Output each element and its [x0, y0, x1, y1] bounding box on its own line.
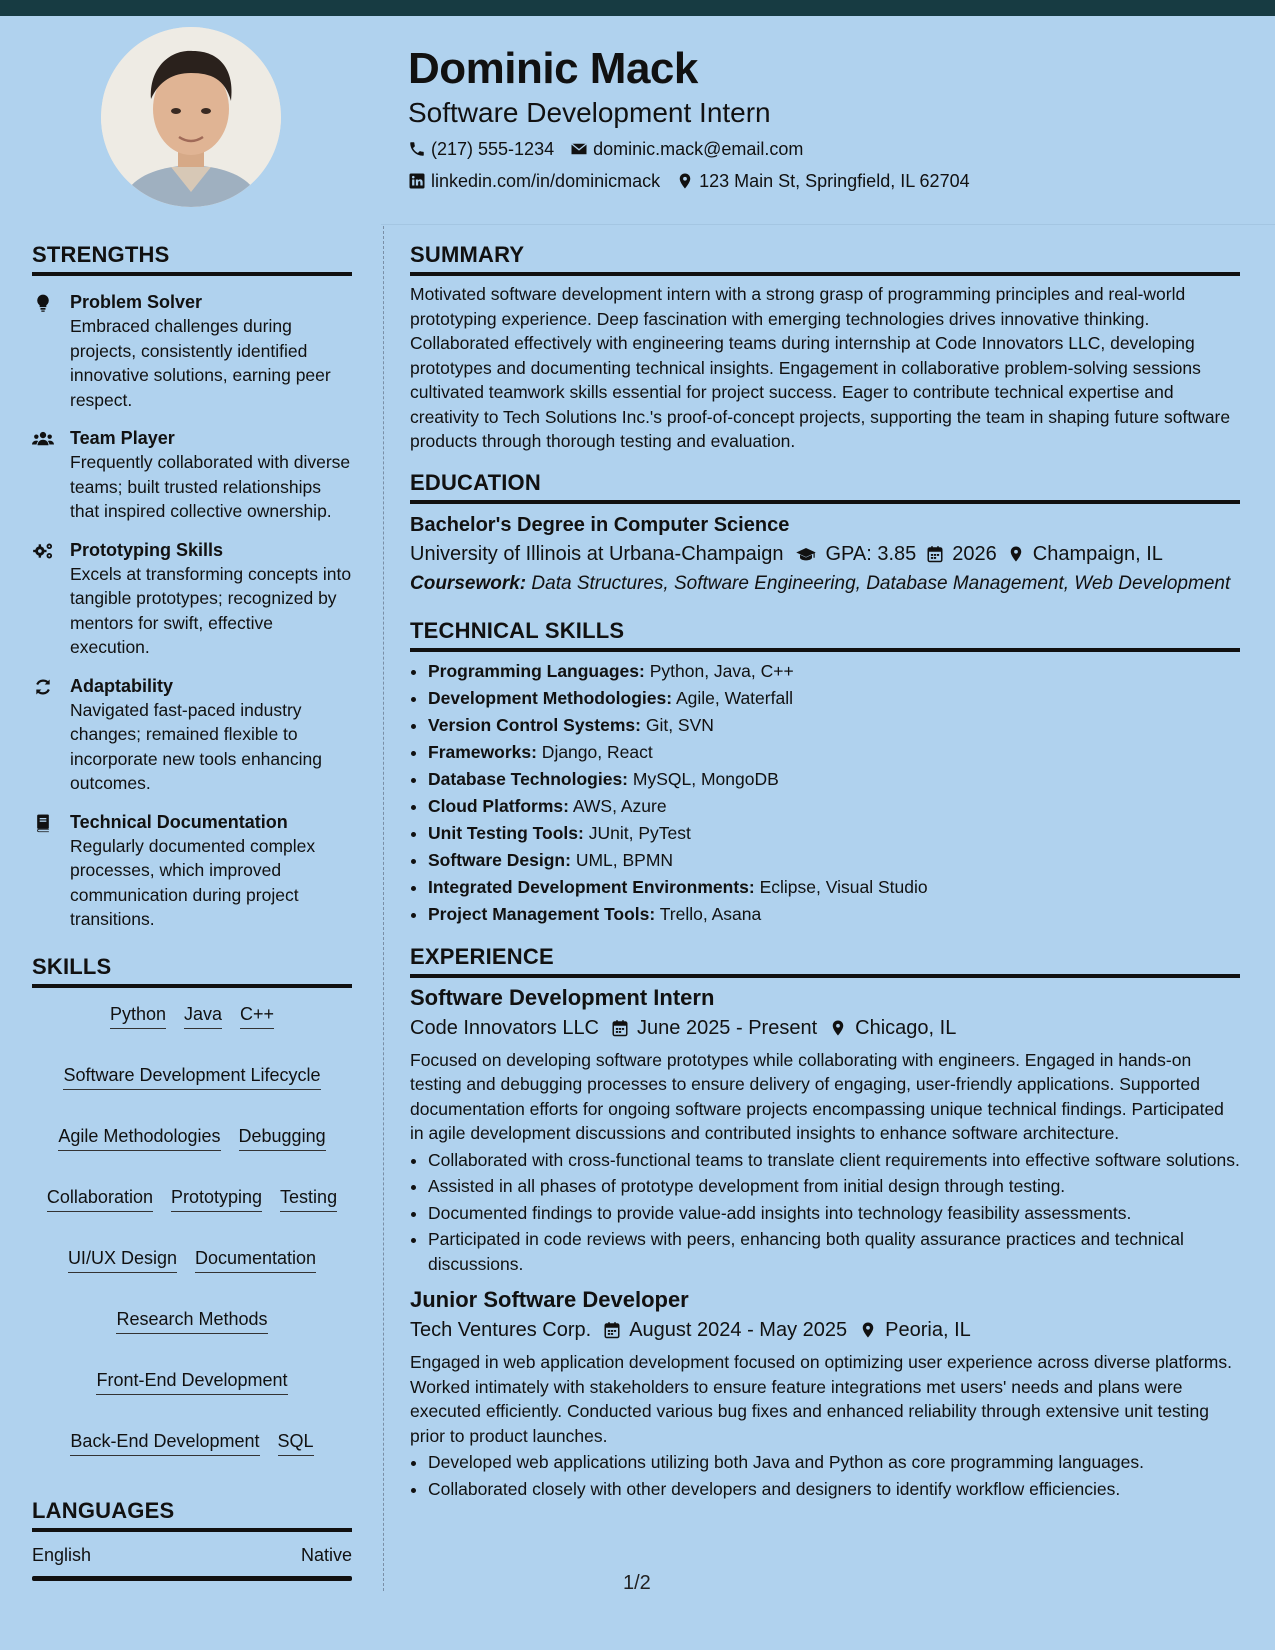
language-name: English — [32, 1544, 92, 1565]
skill-tag: Research Methods — [116, 1307, 267, 1334]
list-item — [428, 658, 1240, 685]
skill-tag: Software Development Lifecycle — [63, 1063, 320, 1090]
profile-photo — [101, 27, 281, 207]
gpa-text: GPA: 3.85 — [825, 542, 917, 565]
calendar-icon — [611, 1019, 629, 1037]
education-meta — [410, 540, 1240, 568]
candidate-title: Software Development Intern — [408, 97, 771, 128]
strength-item — [32, 290, 352, 412]
coursework — [410, 572, 1240, 596]
list-item: • Assisted in all phases of prototype development from initial design through testing. — [428, 1174, 1240, 1199]
lightbulb-icon — [32, 293, 54, 313]
company-name: Tech Ventures Corp. — [410, 1319, 592, 1341]
linkedin-text[interactable]: linkedin.com/in/dominicmack — [431, 171, 661, 191]
list-item — [428, 793, 1240, 820]
list-item — [428, 874, 1240, 901]
skill-values: Trello, Asana — [655, 903, 762, 924]
skill-values: Git, SVN — [640, 714, 714, 735]
list-item — [428, 820, 1240, 847]
skill-values: MySQL, MongoDB — [628, 768, 779, 789]
technical-skills-heading: TECHNICAL SKILLS — [410, 616, 1240, 652]
skill-values: AWS, Azure — [568, 795, 667, 816]
refresh-icon — [32, 677, 54, 697]
skill-category: Version Control Systems: — [428, 714, 641, 735]
address-contact — [676, 168, 970, 194]
skill-values: Python, Java, C++ — [644, 660, 794, 681]
map-pin-icon — [1007, 545, 1025, 563]
skill-values: UML, BPMN — [570, 849, 674, 870]
skill-category: Software Design: — [428, 849, 571, 870]
strength-desc: Excels at transforming concepts into tangible prototypes; recognized by mentors for swift, effective execution. — [70, 563, 352, 657]
job-dates: June 2025 - Present — [637, 1016, 818, 1039]
skills-tag-list — [32, 1002, 352, 1456]
languages-heading: LANGUAGES — [32, 1496, 352, 1532]
book-icon — [32, 813, 54, 833]
job-location: Peoria, IL — [885, 1319, 971, 1341]
email-contact — [570, 136, 803, 162]
skill-tag: Prototyping — [171, 1185, 262, 1212]
users-icon — [32, 429, 54, 449]
address-text: 123 Main St, Springfield, IL 62704 — [699, 171, 970, 191]
column-divider — [383, 226, 384, 1591]
degree-title: Bachelor's Degree in Computer Science — [410, 513, 790, 536]
skill-category: Programming Languages: — [428, 660, 645, 681]
skill-values: Agile, Waterfall — [672, 687, 793, 708]
strength-desc: Embraced challenges during projects, consistently identified innovative solutions, earning peer respect. — [70, 316, 331, 410]
map-pin-icon — [676, 172, 694, 190]
strength-desc: Navigated fast-paced industry changes; remained flexible to incorporate new tools enhancing outcomes. — [70, 699, 322, 793]
job-location: Chicago, IL — [855, 1016, 957, 1039]
summary-text: Motivated software development intern with a strong grasp of programming principles and real-world prototyping experience. Deep fascination with emerging technologies drives innovative thinking. Collaborated effectively with engineering teams during internship at Code Innovators LLC, developing prototypes and documenting technical insights. Engagement in collaborative problem-solving sessions cultivated teamwork skills essential for project success. Eager to contribute technical expertise and creativity to Tech Solutions Inc.'s proof-of-concept projects, supporting the team in shaping future software products through thorough testing and evaluation. — [410, 284, 1231, 451]
coursework-list: Data Structures, Software Engineering, Database Management, Web Development — [526, 572, 1231, 594]
map-pin-icon — [829, 1019, 847, 1037]
skill-category: Integrated Development Environments: — [428, 876, 755, 897]
strength-title: Team Player — [70, 428, 175, 448]
education-heading: EDUCATION — [410, 468, 1240, 504]
list-item — [428, 847, 1240, 874]
calendar-icon — [603, 1321, 621, 1339]
job-dates: August 2024 - May 2025 — [629, 1319, 848, 1341]
summary-heading: SUMMARY — [410, 240, 1240, 276]
strength-title: Problem Solver — [70, 292, 203, 312]
email-text[interactable]: dominic.mack@email.com — [593, 139, 804, 159]
contact-row-2 — [408, 168, 1248, 194]
skill-values: Django, React — [536, 741, 653, 762]
job-title: Software Development Intern — [410, 984, 715, 1010]
technical-skills-list — [410, 658, 1240, 928]
list-item — [428, 766, 1240, 793]
list-item: • Developed web applications utilizing both Java and Python as core programming languages. — [428, 1450, 1240, 1475]
strength-title: Technical Documentation — [70, 811, 288, 832]
skill-tag: Agile Methodologies — [58, 1124, 220, 1151]
language-level: Native — [300, 1544, 352, 1565]
job-summary: Engaged in web application development focused on optimizing user experience across diverse platforms. Worked intimately with stakeholders to ensure feature integrations met users' needs and plans were executed efficiently. Conducted various bug fixes and enhanced reliability through extensive unit testing prior to product launches. — [410, 1352, 1232, 1446]
page-number: 1/2 — [623, 1572, 651, 1594]
linkedin-contact — [408, 168, 660, 194]
language-level-bar — [32, 1576, 352, 1581]
strength-item — [32, 538, 352, 660]
phone-icon — [408, 140, 426, 158]
list-item: • Collaborated with cross-functional teams to translate client requirements into effective software solutions. — [428, 1148, 1240, 1173]
strength-item — [32, 426, 352, 524]
skill-tag: Documentation — [195, 1246, 316, 1273]
resume-header — [408, 44, 1248, 194]
envelope-icon — [570, 140, 588, 158]
header-divider — [381, 224, 1275, 225]
skill-category: Unit Testing Tools: — [428, 822, 584, 843]
skill-tag: Collaboration — [47, 1185, 153, 1212]
strength-desc: Frequently collaborated with diverse teams; built trusted relationships that inspired collective ownership. — [70, 452, 351, 521]
skill-tag: Front-End Development — [96, 1368, 287, 1395]
gears-icon — [32, 541, 54, 561]
skill-category: Database Technologies: — [428, 768, 629, 789]
job-bullets — [410, 1148, 1240, 1277]
list-item — [428, 712, 1240, 739]
experience-heading: EXPERIENCE — [410, 942, 1240, 978]
list-item — [428, 685, 1240, 712]
candidate-name: Dominic Mack — [408, 44, 698, 93]
school-name: University of Illinois at Urbana-Champaign — [410, 542, 784, 565]
linkedin-icon — [408, 172, 426, 190]
company-name: Code Innovators LLC — [410, 1016, 600, 1039]
skill-values: JUnit, PyTest — [583, 822, 691, 843]
job-meta — [410, 1014, 1240, 1042]
left-column — [32, 240, 352, 1581]
skill-tag: Back-End Development — [70, 1429, 259, 1456]
right-column — [410, 240, 1240, 1501]
calendar-icon — [926, 545, 944, 563]
strengths-heading: STRENGTHS — [32, 240, 352, 276]
strength-title: Prototyping Skills — [70, 539, 224, 560]
skill-tag: SQL — [278, 1429, 314, 1456]
coursework-label: Coursework: — [410, 572, 527, 594]
map-pin-icon — [859, 1321, 877, 1339]
skill-category: Project Management Tools: — [428, 903, 656, 924]
skills-heading: SKILLS — [32, 952, 352, 988]
job-bullets — [410, 1450, 1240, 1501]
graduation-cap-icon — [794, 545, 818, 563]
skill-tag: Testing — [280, 1185, 337, 1212]
job-summary: Focused on developing software prototypes while collaborating with engineers. Engaged in hands-on testing and debugging processes to ensure delivery of engaging, user-friendly applications. Supported documentation efforts for ongoing software projects encompassing unique technical findings. Participated in agile development discussions and contributed insights to enhance software architecture. — [410, 1049, 1224, 1143]
skill-values: Eclipse, Visual Studio — [754, 876, 928, 897]
skill-category: Development Methodologies: — [428, 687, 673, 708]
job-meta — [410, 1316, 1240, 1344]
list-item: • Documented findings to provide value-add insights into technology feasibility assessments. — [428, 1201, 1240, 1226]
job-title: Junior Software Developer — [410, 1287, 689, 1312]
list-item: • Collaborated closely with other developers and designers to identify workflow efficiencies. — [428, 1477, 1240, 1502]
skill-tag: Python — [110, 1002, 166, 1029]
skill-tag: Java — [184, 1002, 222, 1029]
skill-tag: Debugging — [239, 1124, 326, 1151]
contact-row-1 — [408, 136, 1248, 162]
phone-text[interactable]: (217) 555-1234 — [431, 139, 555, 159]
phone-contact — [408, 136, 554, 162]
list-item — [428, 901, 1240, 928]
skill-tag: UI/UX Design — [68, 1246, 177, 1273]
graduation-year: 2026 — [952, 542, 997, 565]
strength-item — [32, 674, 352, 796]
school-location: Champaign, IL — [1032, 542, 1163, 565]
strength-title: Adaptability — [70, 675, 174, 696]
top-accent-bar — [0, 0, 1275, 16]
language-item — [32, 1542, 352, 1568]
skill-category: Frameworks: — [428, 741, 537, 762]
skill-tag: C++ — [240, 1002, 274, 1029]
list-item: • Participated in code reviews with peers, enhancing both quality assurance practices and technical discussions. — [428, 1227, 1240, 1276]
skill-category: Cloud Platforms: — [428, 795, 569, 816]
strength-desc: Regularly documented complex processes, which improved communication during project transitions. — [70, 835, 316, 929]
strength-item — [32, 810, 352, 932]
list-item — [428, 739, 1240, 766]
